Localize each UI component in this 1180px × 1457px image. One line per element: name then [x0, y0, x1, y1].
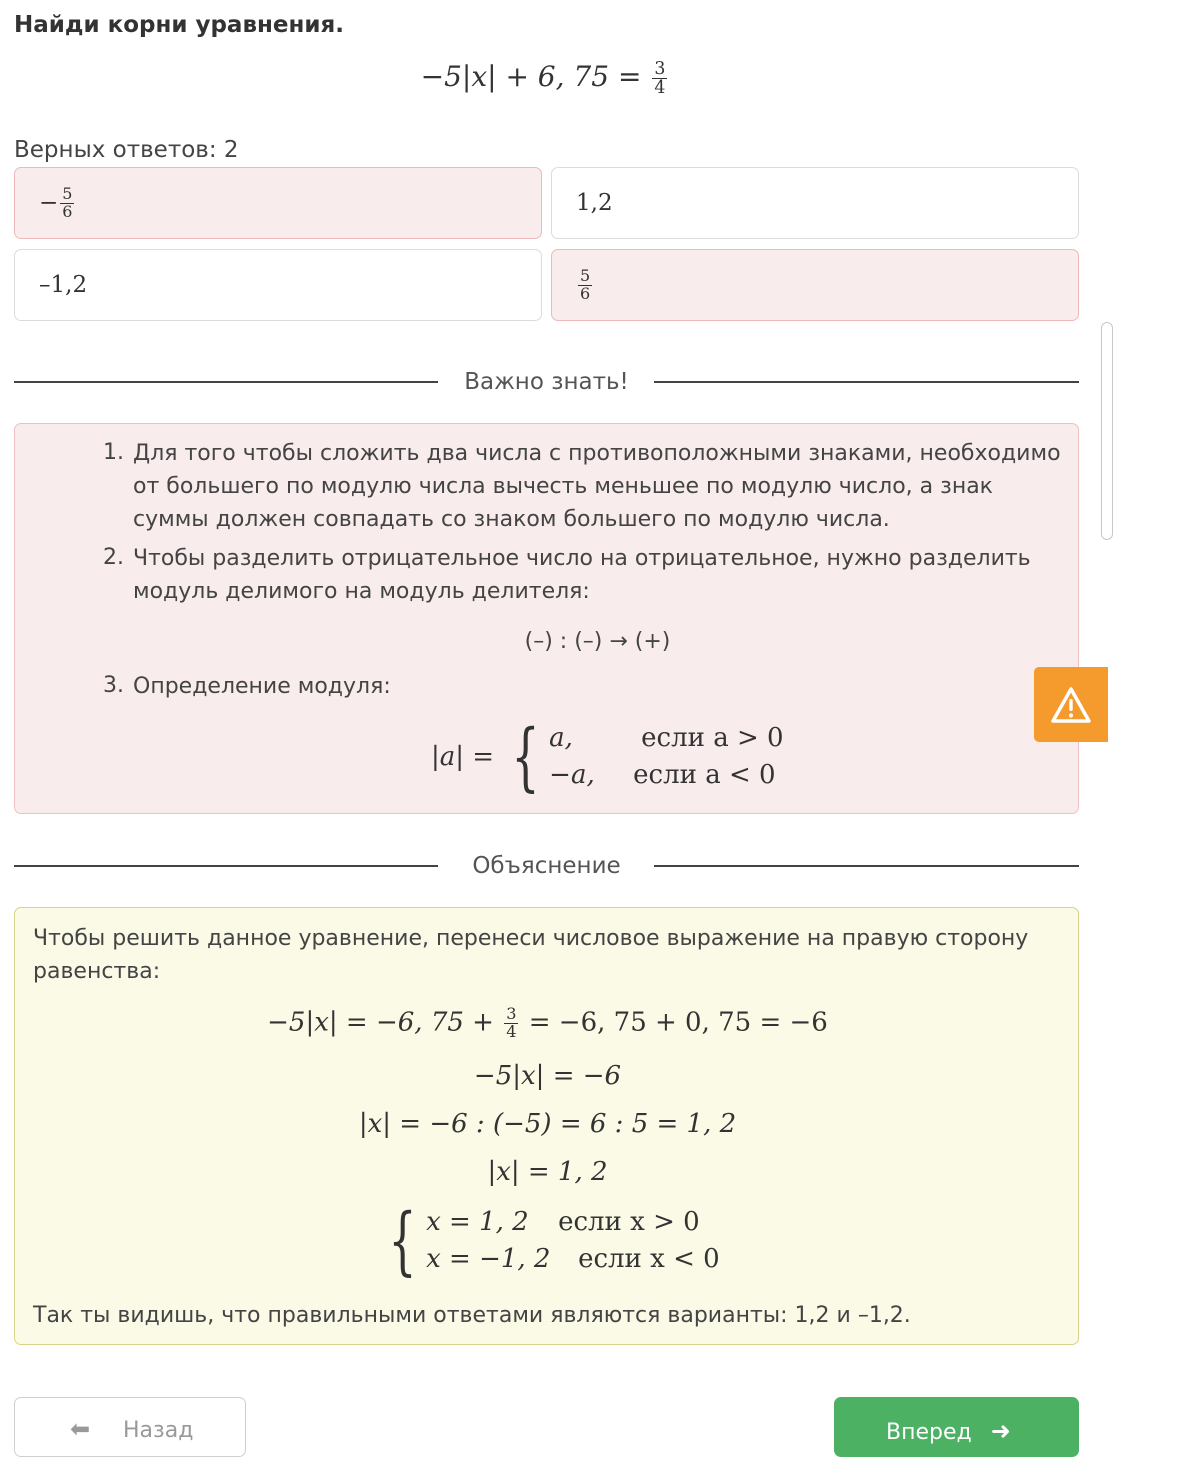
division-rule: (–) : (–) → (+) — [524, 629, 671, 654]
answers-count: Верных ответов: 2 — [14, 137, 239, 163]
list-item-number: 1. — [103, 440, 124, 465]
explanation-heading: Объяснение — [472, 853, 621, 879]
solution-system: { x = 1, 2 если x > 0 x = −1, 2 если x < 0 — [388, 1198, 720, 1284]
arrow-right-icon: ➜ — [990, 1417, 1011, 1445]
explanation-box — [14, 907, 1079, 1345]
answer-option-minus-1-2[interactable]: –1,2 — [14, 249, 542, 321]
brace-symbol: { — [388, 1198, 417, 1284]
important-info-box — [14, 423, 1079, 814]
report-problem-button[interactable] — [1034, 667, 1108, 742]
task-equation — [0, 60, 1090, 97]
explanation-equation-4: |x| = 1, 2 — [487, 1157, 608, 1187]
explanation-intro: Чтобы решить данное уравнение, перенеси числовое выражение на правую сторону равенства: — [33, 926, 1029, 984]
explanation-equation-2: −5|x| = −6 — [473, 1061, 622, 1091]
answer-option-minus-five-sixths[interactable]: − $\frac{5}{6}$ — [14, 167, 542, 239]
answer-option-1-2[interactable]: 1,2 — [551, 167, 1079, 239]
brace-symbol: { — [511, 714, 540, 800]
list-item-text: Определение модуля: — [133, 674, 391, 699]
side-panel-handle[interactable] — [1101, 322, 1113, 540]
important-heading: Важно знать! — [464, 369, 629, 395]
modulus-definition: |a| = { a, если a > 0 −a, если a < 0 — [431, 714, 784, 800]
explanation-equation-1: −5|x| = −6, 75 + $\frac{3}{4}$ = −6, 75 + 0, 75 = −6 — [267, 1004, 828, 1041]
back-button[interactable]: ⬅ Назад — [14, 1397, 246, 1457]
arrow-left-icon: ⬅ — [70, 1415, 91, 1443]
list-item-number: 3. — [103, 673, 124, 698]
equation-left: −5|x| + 6, 75 = — [420, 60, 642, 94]
explanation-conclusion: Так ты видишь, что правильными ответами являются варианты: 1,2 и –1,2. — [33, 1303, 911, 1328]
explanation-divider — [14, 851, 1079, 881]
next-button[interactable]: Вперед ➜ — [834, 1397, 1079, 1457]
task-title: Найди корни уравнения. — [14, 12, 345, 38]
list-item-text: Для того чтобы сложить два числа с противоположными знаками, необходимо от большего по модулю числа вычесть меньшее по модулю число, а знак суммы должен совпадать со знаком большего по модулю числа. — [133, 441, 1061, 532]
list-item-number: 2. — [103, 545, 124, 570]
warning-triangle-icon — [1050, 686, 1092, 724]
answer-option-five-sixths[interactable]: $\frac{5}{6}$ — [551, 249, 1079, 321]
explanation-equation-3: |x| = −6 : (−5) = 6 : 5 = 1, 2 — [358, 1109, 737, 1139]
important-divider — [14, 367, 1079, 397]
equation-fraction: $\frac{3}{4}$ — [654, 59, 666, 99]
list-item-text: Чтобы разделить отрицательное число на отрицательное, нужно разделить модуль делимого на модуль делителя: — [133, 546, 1031, 604]
